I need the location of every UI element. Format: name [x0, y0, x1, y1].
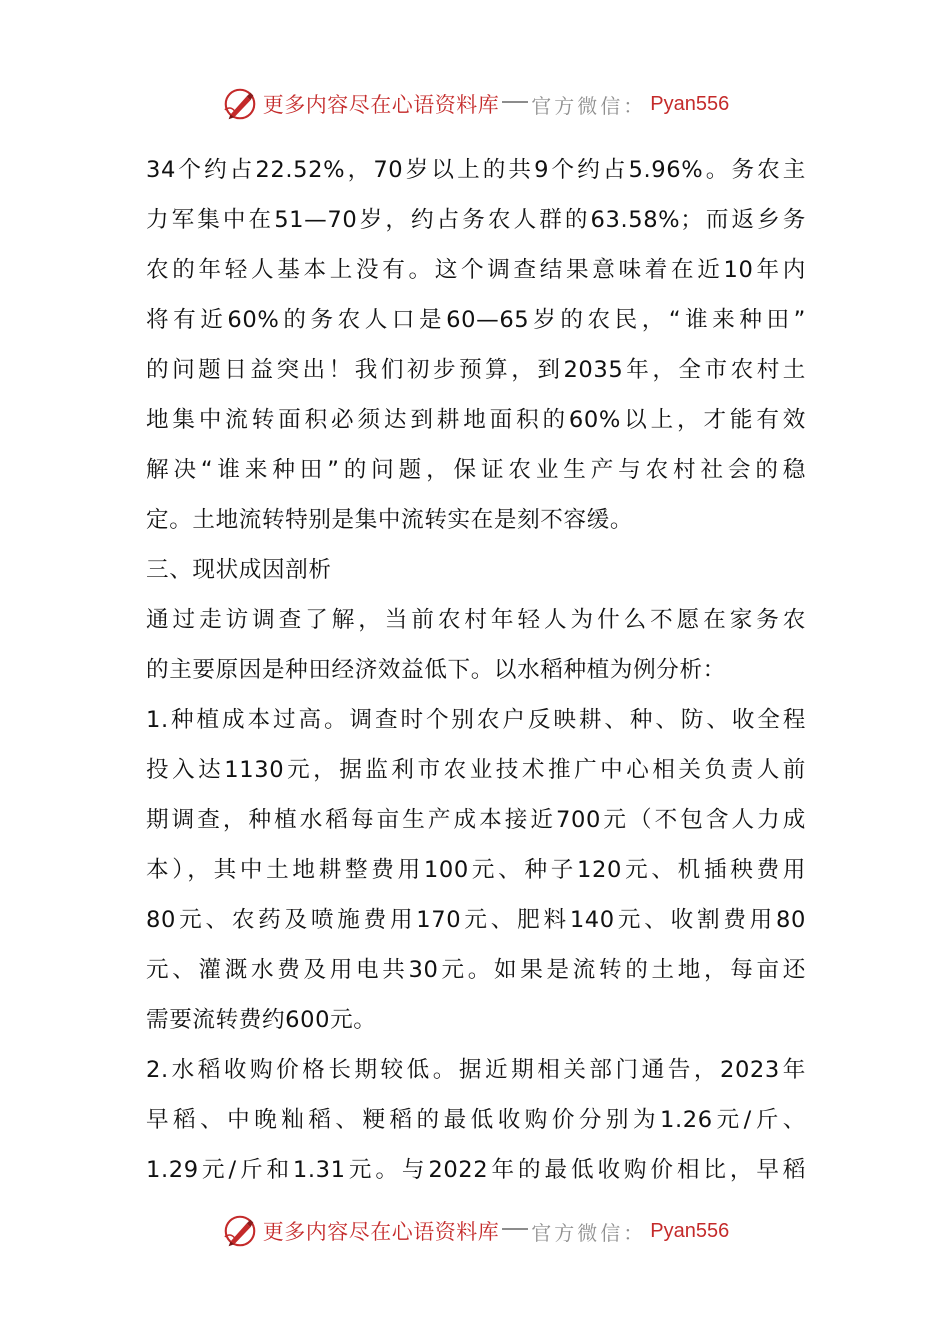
watermark-code: Pyan556 [650, 1219, 730, 1242]
text-line: 本），其中土地耕整费用100元、种子120元、机插秧费用 [146, 857, 806, 883]
pen-logo-icon [221, 85, 259, 123]
watermark-code: Pyan556 [650, 92, 730, 115]
text-line: 期调查，种植水稻每亩生产成本接近700元（不包含人力成 [146, 807, 806, 833]
text-line: 力军集中在51—70岁，约占务农人群的63.58%；而返乡务 [146, 207, 806, 233]
header-watermark [0, 84, 950, 124]
text-line: 1.29元/斤和1.31元。与2022年的最低收购价相比，早稻 [146, 1157, 806, 1183]
text-line: 80元、农药及喷施费用170元、肥料140元、收割费用80 [146, 907, 806, 933]
text-line: 解决“谁来种田”的问题，保证农业生产与农村社会的稳 [146, 457, 806, 483]
text-line: 将有近60%的务农人口是60—65岁的农民，“谁来种田” [146, 307, 806, 333]
footer-watermark [0, 1211, 950, 1251]
section-heading: 三、现状成因剖析 [146, 557, 332, 583]
pen-logo-icon [221, 1212, 259, 1250]
text-line: 1.种植成本过高。调查时个别农户反映耕、种、防、收全程 [146, 707, 806, 733]
watermark-label: 官方微信： [531, 93, 647, 118]
watermark-title: 更多内容尽在心语资料库 [262, 1220, 500, 1244]
text-line: 投入达1130元，据监利市农业技术推广中心相关负责人前 [146, 757, 806, 783]
watermark-separator [502, 1228, 528, 1230]
text-line: 需要流转费约600元。 [146, 1007, 377, 1033]
text-line: 元、灌溉水费及用电共30元。如果是流转的土地，每亩还 [146, 957, 806, 983]
text-line: 早稻、中晚籼稻、粳稻的最低收购价分别为1.26元/斤、 [146, 1107, 806, 1133]
text-line: 农的年轻人基本上没有。这个调查结果意味着在近10年内 [146, 257, 806, 283]
text-line: 定。土地流转特别是集中流转实在是刻不容缓。 [146, 507, 634, 533]
text-line: 的主要原因是种田经济效益低下。以水稻种植为例分析： [146, 657, 726, 683]
watermark-separator [502, 101, 528, 103]
text-line: 地集中流转面积必须达到耕地面积的60%以上，才能有效 [146, 407, 806, 433]
text-line: 2.水稻收购价格长期较低。据近期相关部门通告，2023年 [146, 1057, 806, 1083]
text-line: 34个约占22.52%，70岁以上的共9个约占5.96%。务农主 [146, 157, 806, 183]
watermark-label: 官方微信： [531, 1220, 647, 1245]
document-body [146, 145, 806, 1195]
watermark-title: 更多内容尽在心语资料库 [262, 93, 500, 117]
text-line: 的问题日益突出！我们初步预算，到2035年，全市农村土 [146, 357, 806, 383]
text-line: 通过走访调查了解，当前农村年轻人为什么不愿在家务农 [146, 607, 806, 633]
